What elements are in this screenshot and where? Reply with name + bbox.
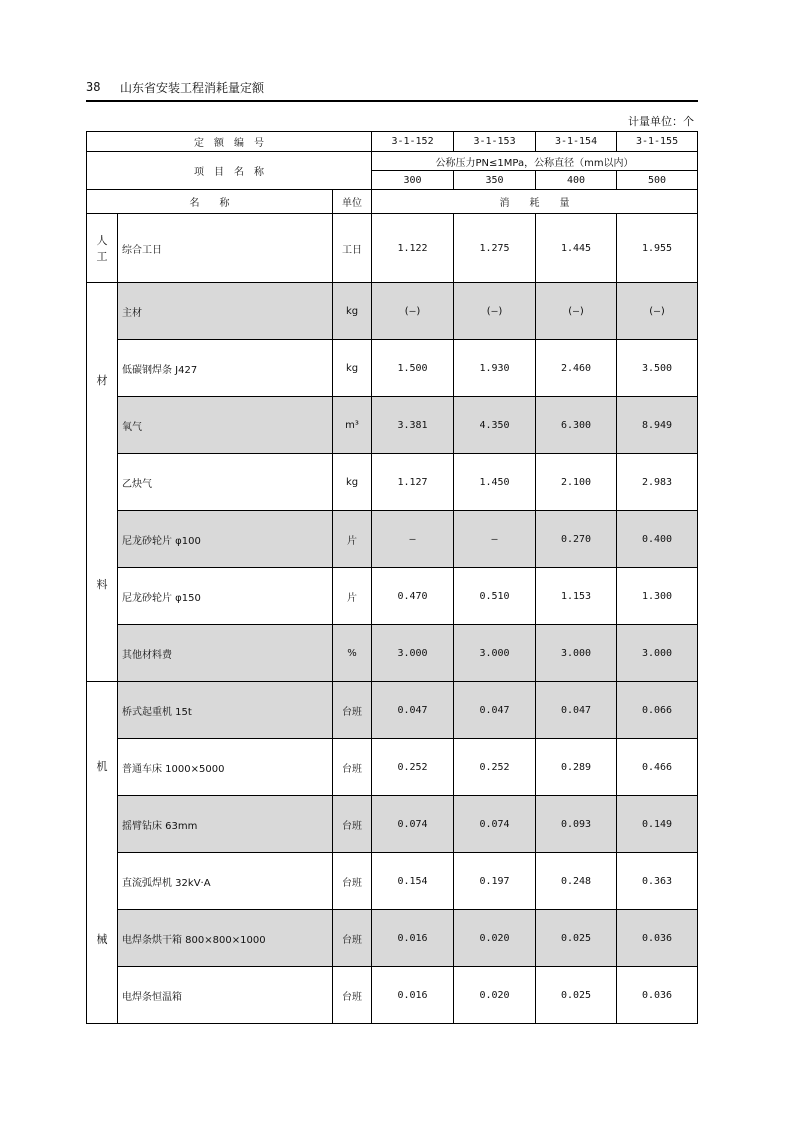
value-cell: 0.016 <box>372 910 454 967</box>
value-cell: 1.445 <box>536 214 617 283</box>
item-name: 电焊条烘干箱 800×800×1000 <box>118 910 333 967</box>
category-char: 人 <box>96 234 108 247</box>
table-row <box>87 739 698 796</box>
diameter-cell: 350 <box>454 171 536 190</box>
item-unit: 工日 <box>333 214 372 283</box>
category-char: 材 <box>96 374 108 388</box>
page-number: 38 <box>86 80 101 94</box>
value-cell: 0.270 <box>536 511 617 568</box>
value-cell: 0.470 <box>372 568 454 625</box>
category-char: 料 <box>96 577 108 591</box>
item-unit: kg <box>333 340 372 397</box>
item-name: 尼龙砂轮片 φ100 <box>118 511 333 568</box>
diameter-cell: 400 <box>536 171 617 190</box>
value-cell: 0.510 <box>454 568 536 625</box>
value-cell: 3.000 <box>536 625 617 682</box>
value-cell: — <box>372 511 454 568</box>
value-cell: 1.955 <box>617 214 698 283</box>
value-cell: 0.047 <box>536 682 617 739</box>
unit-column-header: 单位 <box>333 190 372 214</box>
table-row <box>87 214 698 283</box>
category-char: 工 <box>96 250 108 263</box>
value-cell: 0.400 <box>617 511 698 568</box>
value-cell: 1.450 <box>454 454 536 511</box>
item-unit: 台班 <box>333 682 372 739</box>
item-name: 普通车床 1000×5000 <box>118 739 333 796</box>
item-name: 乙炔气 <box>118 454 333 511</box>
item-unit: 台班 <box>333 910 372 967</box>
value-cell: 0.020 <box>454 967 536 1024</box>
item-name: 低碳钢焊条 J427 <box>118 340 333 397</box>
unit-note: 计量单位：个 <box>628 115 694 128</box>
value-cell: 0.149 <box>617 796 698 853</box>
item-unit: kg <box>333 454 372 511</box>
code-cell: 3-1-153 <box>454 132 536 152</box>
table-row <box>87 568 698 625</box>
table-row <box>87 625 698 682</box>
code-cell: 3-1-155 <box>617 132 698 152</box>
value-cell: 0.248 <box>536 853 617 910</box>
value-cell: (—) <box>454 283 536 340</box>
diameter-cell: 500 <box>617 171 698 190</box>
item-unit: % <box>333 625 372 682</box>
value-cell: 3.000 <box>617 625 698 682</box>
item-unit: m³ <box>333 397 372 454</box>
diameter-cell: 300 <box>372 171 454 190</box>
item-name: 摇臂钻床 63mm <box>118 796 333 853</box>
table-row <box>87 910 698 967</box>
value-cell: 1.127 <box>372 454 454 511</box>
item-unit: 台班 <box>333 853 372 910</box>
item-unit: 台班 <box>333 967 372 1024</box>
category-machines <box>87 682 118 1024</box>
value-cell: 3.500 <box>617 340 698 397</box>
value-cell: 0.197 <box>454 853 536 910</box>
category-label <box>87 372 117 591</box>
quota-table <box>86 131 698 1024</box>
value-cell: 1.930 <box>454 340 536 397</box>
value-cell: 0.074 <box>372 796 454 853</box>
value-cell: 0.020 <box>454 910 536 967</box>
value-cell: 0.066 <box>617 682 698 739</box>
item-name: 综合工日 <box>118 214 333 283</box>
category-char: 械 <box>96 932 108 946</box>
item-name: 主材 <box>118 283 333 340</box>
value-cell: 0.074 <box>454 796 536 853</box>
value-cell: 3.381 <box>372 397 454 454</box>
value-cell: 6.300 <box>536 397 617 454</box>
value-cell: 0.047 <box>372 682 454 739</box>
category-label <box>87 758 117 946</box>
code-cell: 3-1-152 <box>372 132 454 152</box>
value-cell: 2.460 <box>536 340 617 397</box>
table-row <box>87 454 698 511</box>
value-cell: 8.949 <box>617 397 698 454</box>
item-name: 尼龙砂轮片 φ150 <box>118 568 333 625</box>
value-cell: 1.275 <box>454 214 536 283</box>
value-cell: 0.363 <box>617 853 698 910</box>
quota-no-label: 定 额 编 号 <box>87 132 372 152</box>
table-row <box>87 340 698 397</box>
quota-no-row <box>87 132 698 152</box>
category-materials <box>87 283 118 682</box>
value-cell: 0.016 <box>372 967 454 1024</box>
item-name: 其他材料费 <box>118 625 333 682</box>
value-cell: 0.252 <box>454 739 536 796</box>
value-cell: 2.100 <box>536 454 617 511</box>
item-unit: 片 <box>333 568 372 625</box>
consumption-header: 消 耗 量 <box>372 190 698 214</box>
table-row <box>87 682 698 739</box>
item-name-label: 项 目 名 称 <box>87 152 372 190</box>
value-cell: 0.036 <box>617 910 698 967</box>
item-unit: 片 <box>333 511 372 568</box>
value-cell: 0.289 <box>536 739 617 796</box>
item-unit: kg <box>333 283 372 340</box>
value-cell: — <box>454 511 536 568</box>
value-cell: (—) <box>372 283 454 340</box>
header-rule <box>86 100 698 102</box>
table-row <box>87 796 698 853</box>
value-cell: 0.154 <box>372 853 454 910</box>
item-name: 直流弧焊机 32kV·A <box>118 853 333 910</box>
condition-label: 公称压力PN≤1MPa，公称直径（mm以内） <box>372 152 698 171</box>
code-cell: 3-1-154 <box>536 132 617 152</box>
value-cell: 3.000 <box>454 625 536 682</box>
item-name: 桥式起重机 15t <box>118 682 333 739</box>
item-name: 电焊条恒温箱 <box>118 967 333 1024</box>
table-row <box>87 397 698 454</box>
value-cell: 0.036 <box>617 967 698 1024</box>
column-header-row <box>87 190 698 214</box>
value-cell: 1.122 <box>372 214 454 283</box>
machine-section <box>87 682 698 1024</box>
item-unit: 台班 <box>333 739 372 796</box>
value-cell: (—) <box>617 283 698 340</box>
condition-row <box>87 152 698 171</box>
value-cell: 0.466 <box>617 739 698 796</box>
material-section <box>87 283 698 682</box>
value-cell: 0.025 <box>536 910 617 967</box>
table-row <box>87 283 698 340</box>
value-cell: 4.350 <box>454 397 536 454</box>
value-cell: 1.300 <box>617 568 698 625</box>
value-cell: 2.983 <box>617 454 698 511</box>
category-char: 机 <box>96 760 108 774</box>
value-cell: 0.093 <box>536 796 617 853</box>
item-unit: 台班 <box>333 796 372 853</box>
table-row <box>87 511 698 568</box>
value-cell: (—) <box>536 283 617 340</box>
value-cell: 0.252 <box>372 739 454 796</box>
value-cell: 1.153 <box>536 568 617 625</box>
value-cell: 1.500 <box>372 340 454 397</box>
page-title: 山东省安装工程消耗量定额 <box>120 80 265 95</box>
value-cell: 0.025 <box>536 967 617 1024</box>
page-header <box>86 75 698 99</box>
value-cell: 0.047 <box>454 682 536 739</box>
name-column-header: 名 称 <box>87 190 333 214</box>
table-row <box>87 967 698 1024</box>
item-name: 氧气 <box>118 397 333 454</box>
value-cell: 3.000 <box>372 625 454 682</box>
category-labor <box>87 214 118 283</box>
table-row <box>87 853 698 910</box>
